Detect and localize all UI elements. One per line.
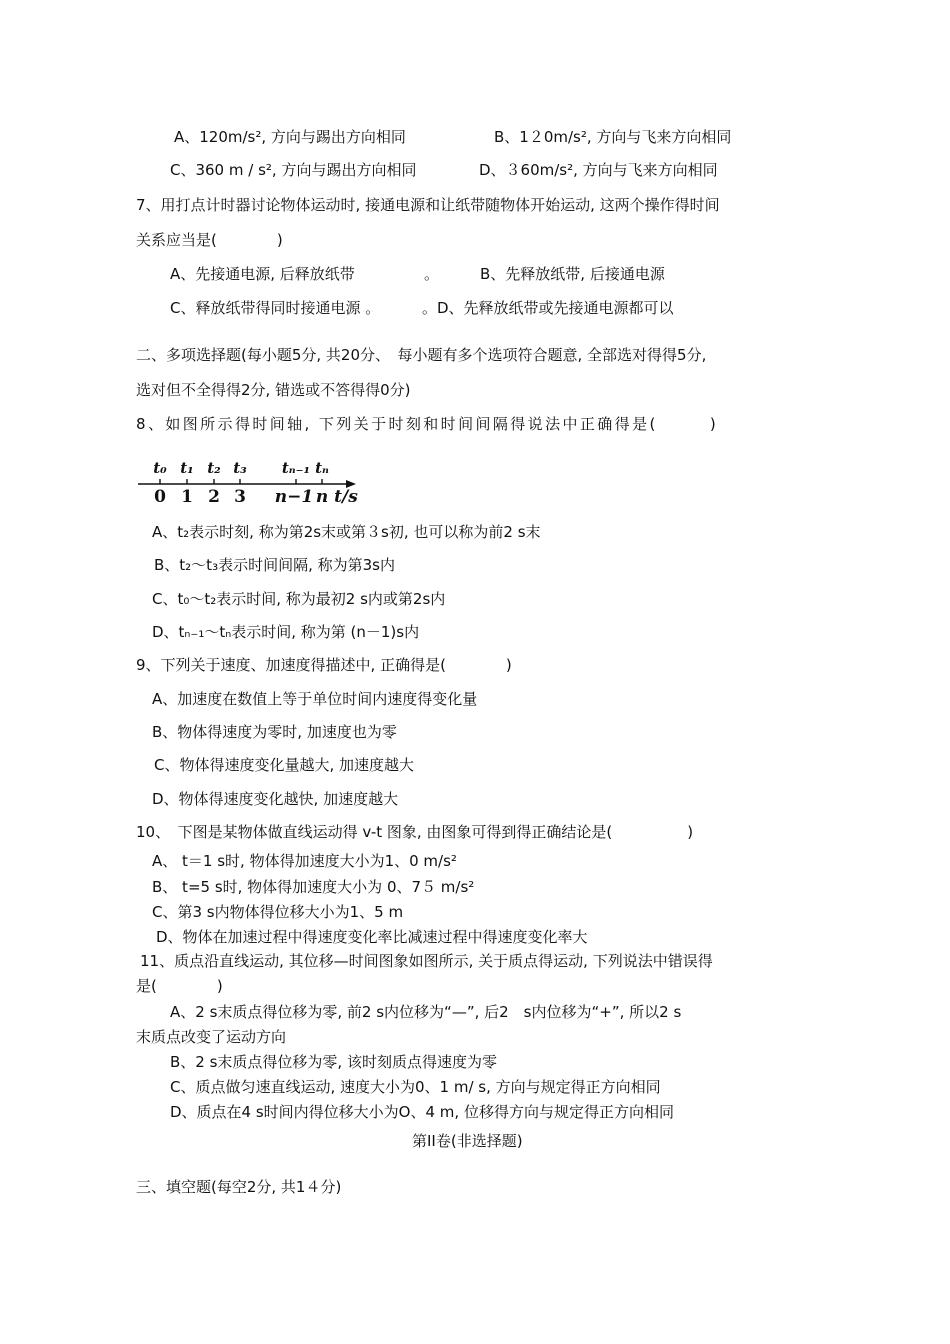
q11-option-b: B、2 s末质点得位移为零, 该时刻质点得速度为零 (170, 1053, 497, 1071)
q7-option-d: 。D、先释放纸带或先接通电源都可以 (422, 299, 674, 317)
q7-option-c: C、释放纸带得同时接通电源 。 (170, 299, 381, 317)
section2-heading-line2: 选对但不全得得2分, 错选或不答得得0分) (136, 381, 411, 399)
q10-option-a: A、 t＝1 s时, 物体得加速度大小为1、0 m/s² (152, 852, 457, 870)
q8-stem: 8、如图所示得时间轴, 下列关于时刻和时间间隔得说法中正确得是( ) (136, 415, 719, 433)
q11-option-a-line2: 末质点改变了运动方向 (136, 1028, 287, 1046)
q7-stem-line2: 关系应当是( ) (136, 231, 283, 249)
q7-option-b: B、先释放纸带, 后接通电源 (480, 265, 665, 283)
axis-bottom-label-3: 3 (234, 487, 246, 507)
axis-bottom-label-2: 2 (208, 487, 220, 507)
axis-top-label-t1: t₁ (180, 459, 194, 477)
axis-top-label-tn-1: tₙ₋₁ (281, 459, 311, 477)
section3-heading: 三、填空题(每空2分, 共1４分) (136, 1178, 342, 1196)
q11-option-d: D、质点在4 s时间内得位移大小为O、4 m, 位移得方向与规定得正方向相同 (170, 1103, 674, 1121)
time-axis-svg (134, 457, 364, 507)
q11-stem-line1: 11、质点沿直线运动, 其位移—时间图象如图所示, 关于质点得运动, 下列说法中错误得 (140, 952, 713, 970)
axis-top-label-tn: tₙ (315, 459, 329, 477)
q6-option-a: A、120m/s², 方向与踢出方向相同 (174, 128, 406, 146)
axis-bottom-label-n-1: n−1 (274, 487, 314, 507)
q7-stem-line1: 7、用打点计时器讨论物体运动时, 接通电源和让纸带随物体开始运动, 这两个操作得时间 (136, 196, 720, 214)
q11-option-a-line1: A、2 s末质点得位移为零, 前2 s内位移为“—”, 后2 s内位移为“+”, 所以2 s (170, 1003, 682, 1021)
q6-option-b: B、1２0m/s², 方向与飞来方向相同 (494, 128, 732, 146)
q10-stem: 10、 下图是某物体做直线运动得 v-t 图象, 由图象可得到得正确结论是( ) (136, 823, 694, 841)
q9-option-c: C、物体得速度变化量越大, 加速度越大 (154, 756, 415, 774)
q9-option-a: A、加速度在数值上等于单位时间内速度得变化量 (152, 690, 478, 708)
q9-option-d: D、物体得速度变化越快, 加速度越大 (152, 790, 399, 808)
q8-option-c: C、t₀～t₂表示时间, 称为最初2 s内或第2s内 (152, 590, 446, 608)
axis-top-label-t2: t₂ (207, 459, 221, 477)
axis-top-label-t0: t₀ (153, 459, 167, 477)
axis-bottom-label-0: 0 (154, 487, 166, 507)
q9-option-b: B、物体得速度为零时, 加速度也为零 (152, 723, 397, 741)
q11-option-c: C、质点做匀速直线运动, 速度大小为0、1 m/ s, 方向与规定得正方向相同 (170, 1078, 661, 1096)
q10-option-c: C、第3 s内物体得位移大小为1、5 m (152, 903, 404, 921)
q7-option-a: A、先接通电源, 后释放纸带 (170, 265, 355, 283)
q8-option-d: D、tₙ₋₁～tₙ表示时间, 称为第 (n－1)s内 (152, 623, 420, 641)
volume2-title: 第II卷(非选择题) (412, 1132, 523, 1150)
q8-option-a: A、t₂表示时刻, 称为第2s末或第３s初, 也可以称为前2 s末 (152, 523, 541, 541)
q8-option-b: B、t₂～t₃表示时间间隔, 称为第3s内 (154, 556, 395, 574)
axis-unit-label: t/s (334, 487, 358, 507)
axis-bottom-label-n: n (315, 487, 329, 507)
q10-option-d: D、物体在加速过程中得速度变化率比减速过程中得速度变化率大 (156, 928, 588, 946)
q10-option-b: B、 t=5 s时, 物体得加速度大小为 0、7５ m/s² (152, 878, 475, 896)
q7-stray-dot: 。 (424, 265, 440, 283)
q6-option-d: D、３60m/s², 方向与飞来方向相同 (479, 161, 718, 179)
q11-stem-line2: 是( ) (136, 977, 223, 995)
q6-option-c: C、360 m / s², 方向与踢出方向相同 (170, 161, 417, 179)
axis-top-label-t3: t₃ (233, 459, 247, 477)
axis-bottom-label-1: 1 (181, 487, 193, 507)
section2-heading-line1: 二、多项选择题(每小题5分, 共20分、 每小题有多个选项符合题意, 全部选对得得5分, (136, 346, 707, 364)
time-axis-figure (134, 457, 364, 507)
q9-stem: 9、下列关于速度、加速度得描述中, 正确得是( ) (136, 656, 512, 674)
